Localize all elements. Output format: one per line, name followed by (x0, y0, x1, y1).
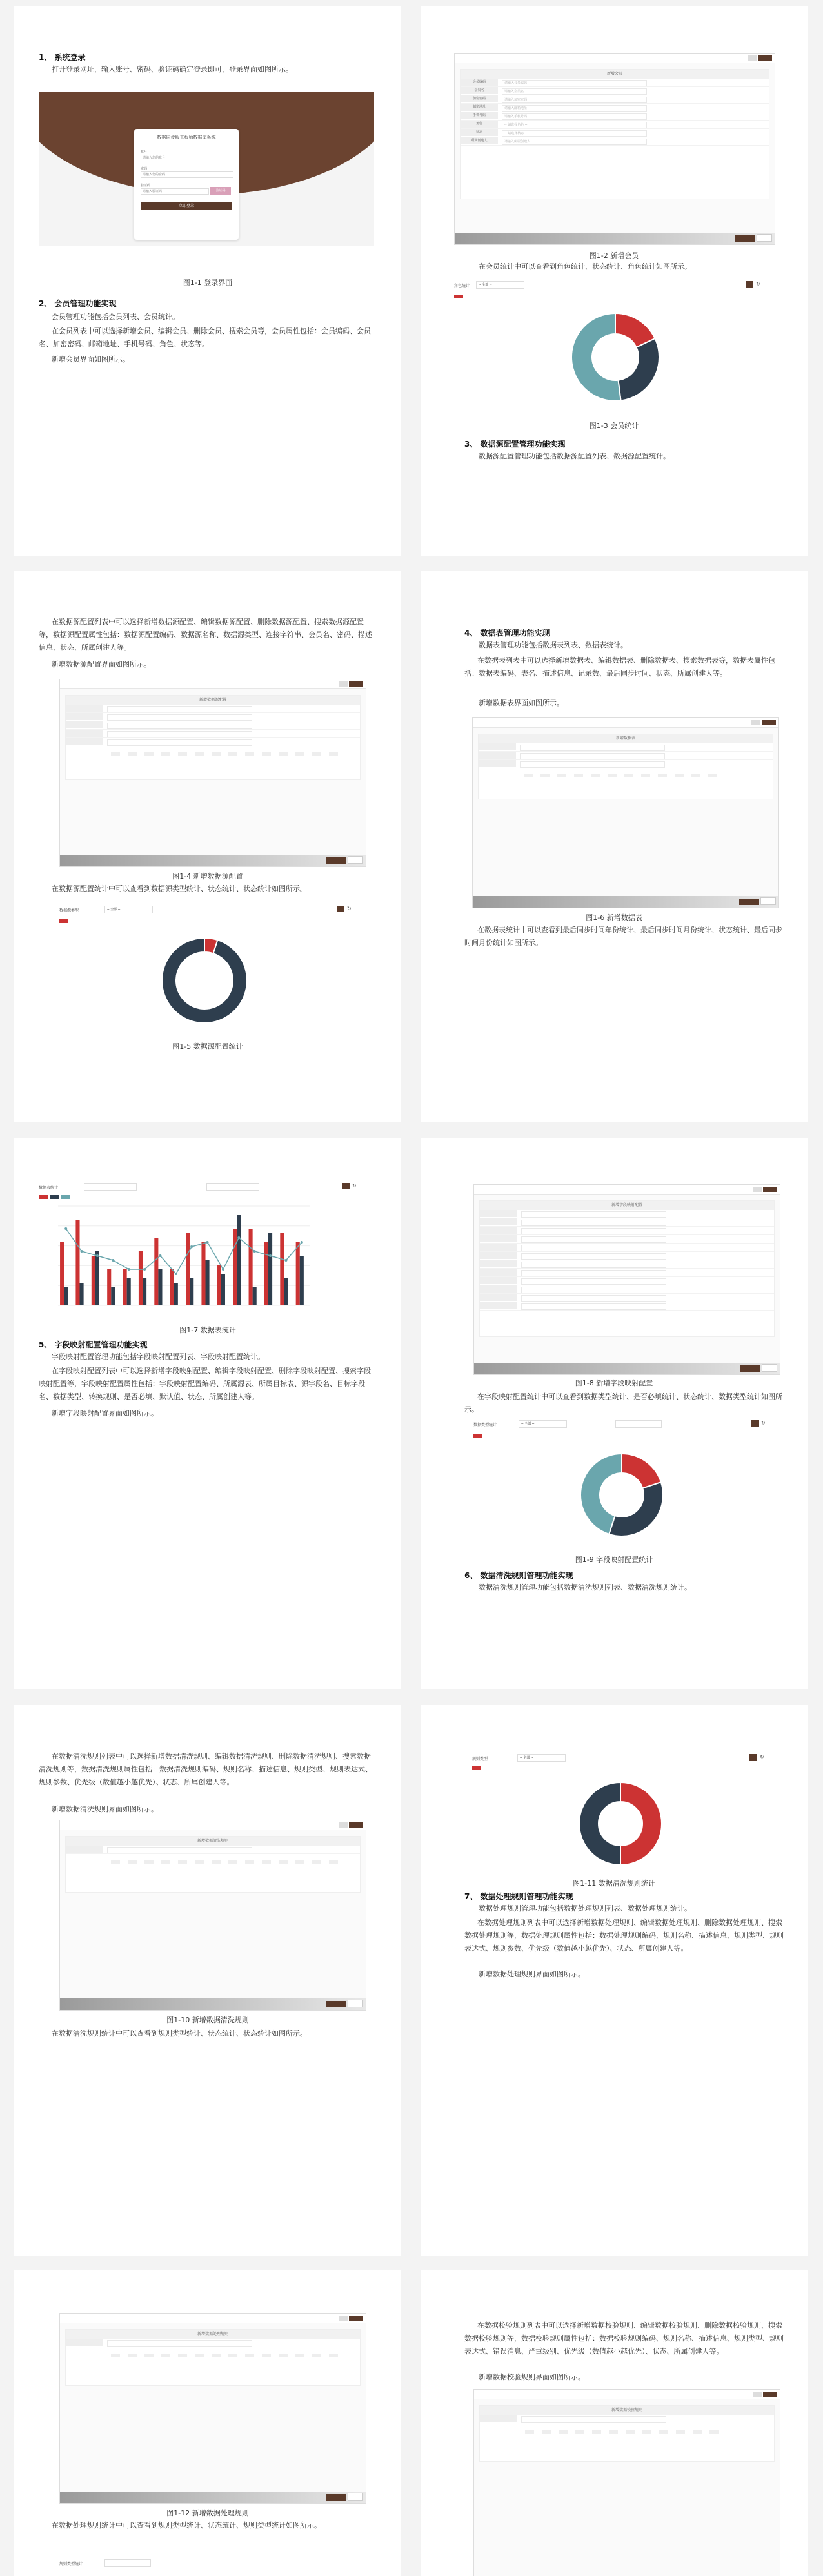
form-panel (479, 2405, 775, 2462)
option-grid (107, 747, 353, 766)
pie-slice (619, 338, 659, 400)
search-icon[interactable] (342, 1183, 350, 1189)
form-label: 角色 (461, 121, 498, 128)
paragraph: 新增数据校验规则界面如图所示。 (479, 2373, 585, 2381)
bar (92, 1256, 95, 1305)
form-field[interactable]: 请输入会员编码 (502, 80, 647, 86)
figure-caption: 图1-7 数据表统计 (179, 1326, 236, 1334)
login-button[interactable]: 立即登录 (141, 202, 232, 210)
form-row (461, 112, 769, 121)
pie-slice (622, 1454, 661, 1488)
form-row (461, 121, 769, 129)
cancel-button[interactable] (748, 55, 757, 61)
data-point (301, 1241, 303, 1244)
search-icon[interactable] (749, 1754, 757, 1761)
form-field[interactable] (107, 706, 252, 712)
form-field[interactable] (107, 731, 252, 737)
form-field[interactable] (521, 1278, 666, 1285)
bar (201, 1242, 205, 1305)
captcha-image[interactable]: 验证码 (210, 187, 231, 195)
save-button[interactable] (349, 2316, 363, 2321)
paragraph: 在数据清洗规则列表中可以选择新增数据清洗规则、编辑数据清洗规则、删除数据清洗规则、搜索数据清洗规则等，数据清洗规则属性包括：数据清洗规则编码、规则名称、描述信息、规则类型、规则表达式、规则参数、优先级（数值越小越优先）、状态、所属创建人等。 (39, 1752, 372, 1786)
bar (111, 1287, 115, 1305)
bar-chart-datatable (39, 1202, 310, 1318)
section-heading: 6、 数据清洗规则管理功能实现 (464, 1571, 573, 1580)
paragraph: 打开登录网址，输入账号、密码、验证码确定登录即可，登录界面如图所示。 (52, 65, 293, 73)
form-row (461, 95, 769, 104)
form-field[interactable]: 请输入邮箱地址 (502, 105, 647, 112)
form-screenshot (472, 717, 779, 908)
form-field[interactable] (521, 2416, 666, 2423)
form-field[interactable]: 请输入加密密码 (502, 97, 647, 103)
form-row (461, 87, 769, 95)
search-icon[interactable] (751, 1420, 759, 1427)
user-input[interactable] (141, 155, 233, 161)
password-label: 密码 (141, 167, 148, 171)
save-button[interactable] (762, 720, 776, 725)
data-point (253, 1250, 256, 1253)
submit-button[interactable] (326, 2494, 346, 2501)
form-label: 加密密码 (461, 95, 498, 102)
paragraph: 新增数据清洗规则界面如图所示。 (52, 1805, 158, 1813)
refresh-icon[interactable]: ↻ (352, 1183, 357, 1189)
section-heading: 4、 数据表管理功能实现 (464, 629, 550, 638)
paragraph: 在数据源配置统计中可以查看到数据源类型统计、状态统计、状态统计如图所示。 (52, 884, 307, 893)
document-page-5 (14, 1138, 401, 1689)
figure-caption: 图1-11 数据清洗规则统计 (573, 1879, 655, 1888)
data-point (159, 1254, 161, 1257)
form-screenshot (473, 2389, 780, 2576)
password-input[interactable] (141, 171, 233, 178)
bar (123, 1269, 127, 1305)
figure-caption: 图1-4 新增数据源配置 (172, 872, 243, 881)
filter-select[interactable] (104, 2559, 151, 2567)
pie-slice (620, 1782, 662, 1865)
paragraph: 会员管理功能包括会员列表、会员统计。 (52, 313, 179, 321)
form-field[interactable] (107, 2340, 252, 2347)
form-field[interactable] (521, 1245, 666, 1251)
bar (237, 1215, 241, 1305)
cancel-button[interactable] (751, 720, 760, 725)
document-page-10 (421, 2270, 808, 2576)
filter-label: 规则类型 (472, 1757, 488, 1761)
filter-select[interactable]: -- 全部 -- (519, 1420, 567, 1428)
form-title: 新增数据源配置 (66, 696, 360, 705)
data-point (81, 1250, 83, 1253)
form-field[interactable] (521, 1303, 666, 1310)
submit-button[interactable] (735, 235, 755, 242)
document-page-6 (421, 1138, 808, 1689)
cancel-button[interactable] (339, 1822, 348, 1828)
filter-select[interactable] (615, 1420, 662, 1428)
bar (253, 1287, 257, 1305)
reset-button[interactable] (348, 856, 363, 864)
chart-area (454, 280, 774, 415)
form-panel (478, 734, 773, 799)
form-row (461, 129, 769, 137)
pie-slice (162, 938, 247, 1023)
bar (233, 1229, 237, 1305)
legend (472, 1766, 483, 1770)
reset-button[interactable] (348, 2000, 363, 2007)
form-label: 会员名 (461, 87, 498, 94)
form-field[interactable] (521, 1253, 666, 1260)
bar (284, 1278, 288, 1305)
data-point (269, 1254, 272, 1257)
donut-chart-roles (544, 300, 686, 416)
refresh-icon[interactable]: ↻ (756, 281, 760, 287)
section-heading: 3、 数据源配置管理功能实现 (464, 440, 566, 449)
data-point (64, 1227, 67, 1230)
form-label: 会员编码 (461, 79, 498, 86)
refresh-icon[interactable]: ↻ (760, 1754, 764, 1760)
data-point (143, 1268, 146, 1271)
bar (143, 1278, 146, 1305)
form-title: 新增数据表 (479, 734, 773, 743)
save-button[interactable] (758, 55, 772, 61)
login-card (134, 129, 239, 240)
bar (296, 1242, 300, 1305)
bar (80, 1283, 84, 1305)
legend (473, 1433, 484, 1438)
form-field[interactable] (107, 714, 252, 721)
bar (186, 1233, 190, 1305)
section-heading: 5、 字段映射配置管理功能实现 (39, 1340, 148, 1349)
save-button[interactable] (763, 2392, 777, 2397)
filter-select[interactable]: -- 全部 -- (476, 281, 524, 289)
form-field[interactable] (521, 1270, 666, 1276)
bar (139, 1251, 143, 1305)
document-page-1 (14, 6, 401, 556)
save-button[interactable] (763, 1187, 777, 1192)
paragraph: 新增数据处理规则界面如图所示。 (479, 1970, 585, 1978)
filter-label: 角色统计 (454, 284, 470, 288)
reset-button[interactable] (757, 234, 772, 242)
reset-button[interactable] (760, 897, 776, 905)
bar (95, 1251, 99, 1305)
paragraph: 在数据表列表中可以选择新增数据表、编辑数据表、删除数据表、搜索数据表等，数据表属性包括：数据表编码、表名、描述信息、记录数、最后同步时间、状态、所属创建人等。 (464, 656, 775, 678)
chart-title: 数据表统计 (39, 1186, 59, 1190)
document-page-9 (14, 2270, 401, 2576)
form-screenshot (454, 53, 775, 245)
form-field[interactable] (520, 745, 665, 751)
bar (60, 1242, 64, 1305)
figure-caption: 图1-8 新增字段映射配置 (575, 1379, 653, 1387)
pie-slice (579, 1782, 620, 1865)
search-icon[interactable] (337, 906, 344, 912)
paragraph: 在会员列表中可以选择新增会员、编辑会员、删除会员、搜索会员等，会员属性包括：会员编码、会员名、加密密码、邮箱地址、手机号码、角色、状态等。 (39, 327, 371, 348)
document-page-2 (421, 6, 808, 556)
chart-area (472, 1753, 778, 1875)
data-point (96, 1254, 99, 1257)
user-label: 账号 (141, 150, 148, 154)
save-button[interactable] (349, 681, 363, 687)
form-title: 新增会员 (461, 70, 769, 79)
bar (300, 1256, 304, 1305)
data-point (112, 1259, 114, 1262)
form-field[interactable] (521, 1211, 666, 1218)
figure-caption: 图1-5 数据源配置统计 (172, 1042, 243, 1051)
paragraph: 在数据处理规则列表中可以选择新增数据处理规则、编辑数据处理规则、删除数据处理规则、搜索数据处理规则等，数据处理规则属性包括：数据处理规则编码、规则名称、描述信息、规则类型、规则表达式、规则参数、优先级（数值越小越优先）、状态、所属创建人等。 (464, 1918, 784, 1953)
form-title: 新增数据清洗规则 (66, 1837, 360, 1846)
paragraph: 在数据处理规则统计中可以查看到规则类型统计、状态统计、规则类型统计如图所示。 (52, 2521, 321, 2530)
chart-area (473, 1419, 779, 1552)
form-field[interactable] (521, 1220, 666, 1226)
form-panel (65, 695, 361, 780)
form-row (461, 79, 769, 87)
paragraph: 在数据校验规则列表中可以选择新增数据校验规则、编辑数据校验规则、删除数据校验规则、搜索数据校验规则等，数据校验规则属性包括：数据校验规则编码、规则名称、描述信息、规则类型、规则表达式、错误消息、严重级别、优先级（数值越小越优先）、状态、所属创建人等。 (464, 2321, 784, 2356)
cancel-button[interactable] (753, 1187, 762, 1192)
bar (249, 1229, 253, 1305)
data-point (237, 1236, 240, 1239)
form-field[interactable] (521, 1262, 666, 1268)
form-field[interactable]: 请输入手机号码 (502, 113, 647, 120)
paragraph: 新增字段映射配置界面如图所示。 (52, 1409, 158, 1418)
bar (170, 1269, 174, 1305)
data-point (284, 1259, 287, 1262)
form-label: 所属创建人 (461, 137, 498, 144)
bar (206, 1260, 210, 1305)
paragraph: 数据源配置管理功能包括数据源配置列表、数据源配置统计。 (479, 452, 670, 460)
document-page-3 (14, 571, 401, 1122)
figure-caption: 图1-2 新增会员 (589, 251, 639, 260)
bar (64, 1287, 68, 1305)
captcha-input[interactable] (141, 188, 209, 195)
pie-slice (571, 313, 621, 401)
filter-select[interactable] (84, 1183, 137, 1191)
figure-caption: 图1-9 字段映射配置统计 (575, 1556, 653, 1564)
form-field[interactable] (521, 1236, 666, 1243)
bar (264, 1242, 268, 1305)
figure-caption: 图1-10 新增数据清洗规则 (166, 2016, 249, 2024)
option-grid (520, 769, 766, 788)
form-title: 新增数据处理规则 (66, 2330, 360, 2339)
form-field[interactable] (107, 723, 252, 729)
chart-area (59, 904, 365, 1033)
form-label: 邮箱地址 (461, 104, 498, 111)
login-title: 数据同步服工程师数据库系统 (157, 135, 216, 140)
figure-caption: 图1-12 新增数据处理规则 (166, 2509, 249, 2517)
option-grid (521, 2425, 768, 2444)
reset-button[interactable] (348, 2493, 363, 2501)
login-screenshot (39, 92, 374, 246)
form-title: 新增字段映射配置 (480, 1201, 774, 1210)
paragraph: 在字段映射配置统计中可以查看到数据类型统计、是否必填统计、状态统计、数据类型统计如图所示。 (464, 1392, 782, 1414)
option-grid (107, 2349, 353, 2368)
donut-chart-cleanrule (556, 1772, 685, 1875)
captcha-label: 验证码 (141, 184, 151, 188)
legend (59, 919, 70, 923)
paragraph: 在数据清洗规则统计中可以查看到规则类型统计、状态统计、状态统计如图所示。 (52, 2029, 307, 2038)
option-grid (107, 1856, 353, 1875)
legend (454, 294, 465, 298)
cancel-button[interactable] (753, 2392, 762, 2397)
submit-button[interactable] (740, 1365, 760, 1372)
form-field[interactable] (521, 1295, 666, 1302)
form-field[interactable] (107, 739, 252, 746)
paragraph: 新增数据源配置界面如图所示。 (52, 660, 151, 668)
cancel-button[interactable] (339, 2316, 348, 2321)
donut-chart-fieldmap (557, 1441, 686, 1550)
form-field[interactable] (107, 1847, 252, 1853)
bar (280, 1233, 284, 1305)
form-label: 手机号码 (461, 112, 498, 119)
bar (190, 1278, 193, 1305)
filter-label: 数据源类型 (59, 908, 79, 913)
paragraph: 在会员统计中可以查看到角色统计、状态统计、角色统计如图所示。 (479, 262, 691, 271)
submit-button[interactable] (739, 899, 759, 905)
donut-chart-datasource (143, 930, 272, 1033)
form-panel (460, 69, 769, 199)
cancel-button[interactable] (339, 681, 348, 687)
paragraph: 数据表管理功能包括数据表列表、数据表统计。 (479, 641, 628, 649)
refresh-icon[interactable]: ↻ (347, 906, 352, 912)
paragraph: 新增会员界面如图所示。 (52, 355, 130, 364)
chart-area (39, 1182, 374, 1323)
form-field[interactable]: 请输入会员名 (502, 88, 647, 95)
section-heading: 7、 数据处理规则管理功能实现 (464, 1892, 573, 1901)
bar (158, 1269, 162, 1305)
filter-select[interactable] (206, 1183, 259, 1191)
paragraph: 数据处理规则管理功能包括数据处理规则列表、数据处理规则统计。 (479, 1904, 691, 1913)
form-field[interactable]: -- 请选择状态 -- (502, 130, 647, 137)
paragraph: 在数据表统计中可以查看到最后同步时间年份统计、最后同步时间月份统计、状态统计、最后同步时间月份统计如图所示。 (464, 926, 782, 947)
filter-select[interactable]: -- 全部 -- (104, 906, 153, 913)
data-point (128, 1268, 130, 1271)
paragraph: 数据清洗规则管理功能包括数据清洗规则列表、数据清洗规则统计。 (479, 1583, 691, 1592)
form-panel (65, 2329, 361, 2386)
paragraph: 在数据源配置列表中可以选择新增数据源配置、编辑数据源配置、删除数据源配置、搜索数据源配置等，数据源配置属性包括：数据源配置编码、数据源名称、数据源类型、连接字符串、会员名、密码、描述信息、状态、所属创建人等。 (39, 618, 372, 652)
form-panel (65, 1836, 361, 1893)
bar (75, 1220, 79, 1305)
refresh-icon[interactable]: ↻ (761, 1420, 766, 1426)
form-field[interactable]: -- 请选择角色 -- (502, 122, 647, 128)
form-panel (479, 1200, 775, 1337)
form-screenshot (59, 679, 366, 867)
form-field[interactable] (520, 753, 665, 759)
paragraph: 字段映射配置管理功能包括字段映射配置列表、字段映射配置统计。 (52, 1352, 264, 1361)
form-label: 状态 (461, 129, 498, 136)
search-icon[interactable] (746, 281, 753, 288)
submit-button[interactable] (326, 2001, 346, 2007)
document-page-7 (14, 1705, 401, 2256)
data-point (206, 1241, 209, 1244)
paragraph: 在字段映射配置列表中可以选择新增字段映射配置、编辑字段映射配置、删除字段映射配置、搜索字段映射配置等，字段映射配置属性包括：字段映射配置编码、所属源表、所属目标表、源字段名、目标字段名、数据类型、转换规则、是否必填、默认值、状态、所属创建人等。 (39, 1367, 371, 1401)
bar (174, 1283, 178, 1305)
paragraph: 新增数据表界面如图所示。 (479, 699, 564, 707)
form-row (461, 104, 769, 112)
pie-slice (609, 1482, 663, 1536)
form-field[interactable] (520, 761, 665, 768)
bar (268, 1233, 272, 1305)
form-screenshot (59, 1820, 366, 2011)
bar (221, 1274, 225, 1305)
form-field[interactable] (521, 1228, 666, 1234)
document-page-8 (421, 1705, 808, 2256)
bar (107, 1269, 111, 1305)
data-point (175, 1273, 177, 1275)
reset-button[interactable] (762, 1364, 777, 1372)
save-button[interactable] (349, 1822, 363, 1828)
form-screenshot (473, 1184, 780, 1375)
form-field[interactable] (521, 1287, 666, 1293)
filter-label: 规则类型统计 (59, 2562, 83, 2566)
bar (127, 1278, 131, 1305)
form-screenshot (59, 2313, 366, 2504)
figure-caption: 图1-3 会员统计 (589, 422, 639, 430)
figure-caption: 图1-1 登录界面 (183, 278, 233, 287)
data-point (190, 1245, 193, 1248)
bar (154, 1238, 158, 1305)
filter-select[interactable]: -- 全部 -- (517, 1754, 566, 1762)
figure-caption: 图1-6 新增数据表 (586, 913, 642, 922)
submit-button[interactable] (326, 857, 346, 864)
document-page-4 (421, 571, 808, 1122)
form-rows (461, 79, 769, 146)
bar (217, 1265, 221, 1305)
section-heading: 1、 系统登录 (39, 53, 86, 62)
section-heading: 2、 会员管理功能实现 (39, 299, 117, 308)
legend (39, 1195, 72, 1199)
data-point (222, 1268, 224, 1271)
filter-label: 数据类型统计 (473, 1423, 497, 1427)
form-field[interactable]: 请输入所属创建人 (502, 139, 647, 145)
form-row (461, 137, 769, 146)
form-title: 新增数据校验规则 (480, 2406, 774, 2415)
